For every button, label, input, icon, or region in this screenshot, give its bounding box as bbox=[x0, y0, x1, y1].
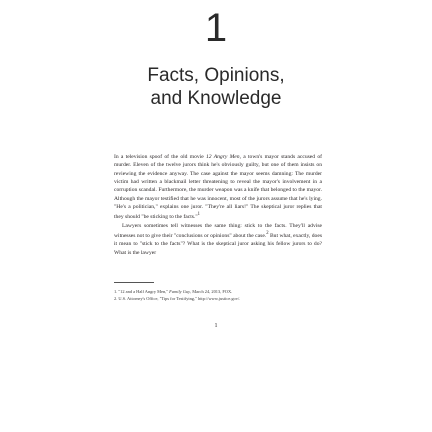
paragraph-1-lead: In a television spoof of the old movie bbox=[114, 154, 206, 160]
movie-title: 12 Angry Men bbox=[205, 154, 240, 160]
paragraph-2 bbox=[114, 222, 322, 257]
footnote-marker-1: 1 bbox=[197, 212, 200, 218]
footnote-marker-2: 2 bbox=[266, 230, 269, 236]
paragraph-2-text-b: But what, exactly, does it mean to "stick to the facts"? What is the skeptical juror asking his fellow jurors to do? What is the lawyer bbox=[114, 232, 322, 256]
footnote-1 bbox=[114, 288, 322, 295]
chapter-number: 1 bbox=[204, 6, 228, 50]
footnote-divider bbox=[114, 282, 154, 283]
page-number: 1 bbox=[214, 323, 218, 329]
footnote-1-lead: 1. "12 and a Half Angry Men," bbox=[114, 289, 170, 294]
footnotes bbox=[114, 288, 322, 302]
body-text bbox=[114, 153, 322, 257]
chapter-title-line-1: Facts, Opinions, bbox=[147, 65, 285, 86]
footnote-2: 2. U.S. Attorney's Office, "Tips for Testifying," http://www.justice.gov/. bbox=[114, 296, 241, 302]
chapter-title-line-2: and Knowledge bbox=[150, 88, 282, 109]
paragraph-2-text-a: Lawyers sometimes tell witnesses the same thing: stick to the facts. They'll advise witnesses not to give their "conclusions or opinions" about the case. bbox=[114, 222, 322, 239]
footnote-1-tail: , March 24, 2013, FOX. bbox=[190, 289, 233, 294]
footnote-1-show-title: Family Guy bbox=[169, 289, 191, 294]
chapter-title bbox=[0, 64, 432, 110]
paragraph-1 bbox=[114, 153, 322, 222]
paragraph-1-text: , a town's mayor stands accused of murder. Eleven of the twelve jurors think he's obviously guilty, but one of them insists on reviewing the evidence anyway. The case against the mayor seems damning: The murder victim had written a blackmail letter threatening to reveal the mayor's involvement in a corruption scandal. Furthermore, the murder weapon was a knife that belonged to the mayor. Although the mayor testified that he was innocent, most of the jurors assume that he's lying. "He's a politician," explains one juror. "They're all liars!" The skeptical juror replies that they should "be sticking to the facts." bbox=[114, 154, 322, 221]
